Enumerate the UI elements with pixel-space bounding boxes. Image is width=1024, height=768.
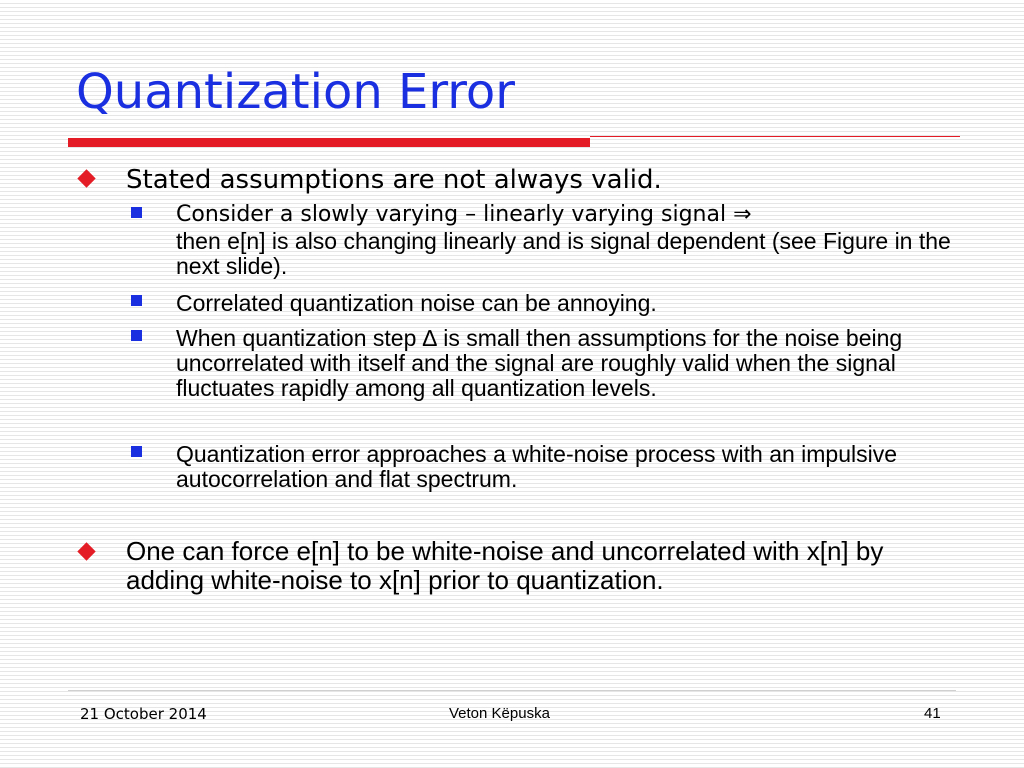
bullet-2-text: One can force e[n] to be white-noise and uncorrelated with x[n] by adding white-noise to x[n] prior to quantization.	[126, 536, 884, 595]
blue-square-bullet-icon	[131, 446, 142, 457]
footer-page-number: 41	[924, 705, 941, 722]
slide-title: Quantization Error	[76, 64, 516, 120]
red-diamond-bullet-icon	[77, 169, 95, 187]
footer-divider	[68, 690, 956, 691]
sub-bullet-3: When quantization step ∆ is small then assumptions for the noise being uncorrelated with itself and the signal are roughly valid when the signal fluctuates rapidly among all quantization levels.	[176, 325, 903, 401]
sub-bullet-1-rest: then e[n] is also changing linearly and is signal dependent (see Figure in the next slide).	[176, 228, 951, 279]
footer-author: Veton Këpuska	[449, 705, 550, 722]
sub-bullet-2: Correlated quantization noise can be annoying.	[176, 290, 657, 316]
sub-bullet-1-line1: Consider a slowly varying – linearly varying signal ⇒	[176, 202, 752, 227]
blue-square-bullet-icon	[131, 330, 142, 341]
bullet-1-text: Stated assumptions are not always valid.	[126, 165, 662, 195]
blue-square-bullet-icon	[131, 295, 142, 306]
blue-square-bullet-icon	[131, 207, 142, 218]
title-accent-bar	[68, 138, 590, 147]
footer-date: 21 October 2014	[80, 705, 207, 723]
red-diamond-bullet-icon	[77, 542, 95, 560]
sub-bullet-4: Quantization error approaches a white-noise process with an impulsive autocorrelation and flat spectrum.	[176, 441, 898, 492]
sub-bullet-1	[176, 202, 966, 279]
title-accent-line	[590, 136, 960, 137]
